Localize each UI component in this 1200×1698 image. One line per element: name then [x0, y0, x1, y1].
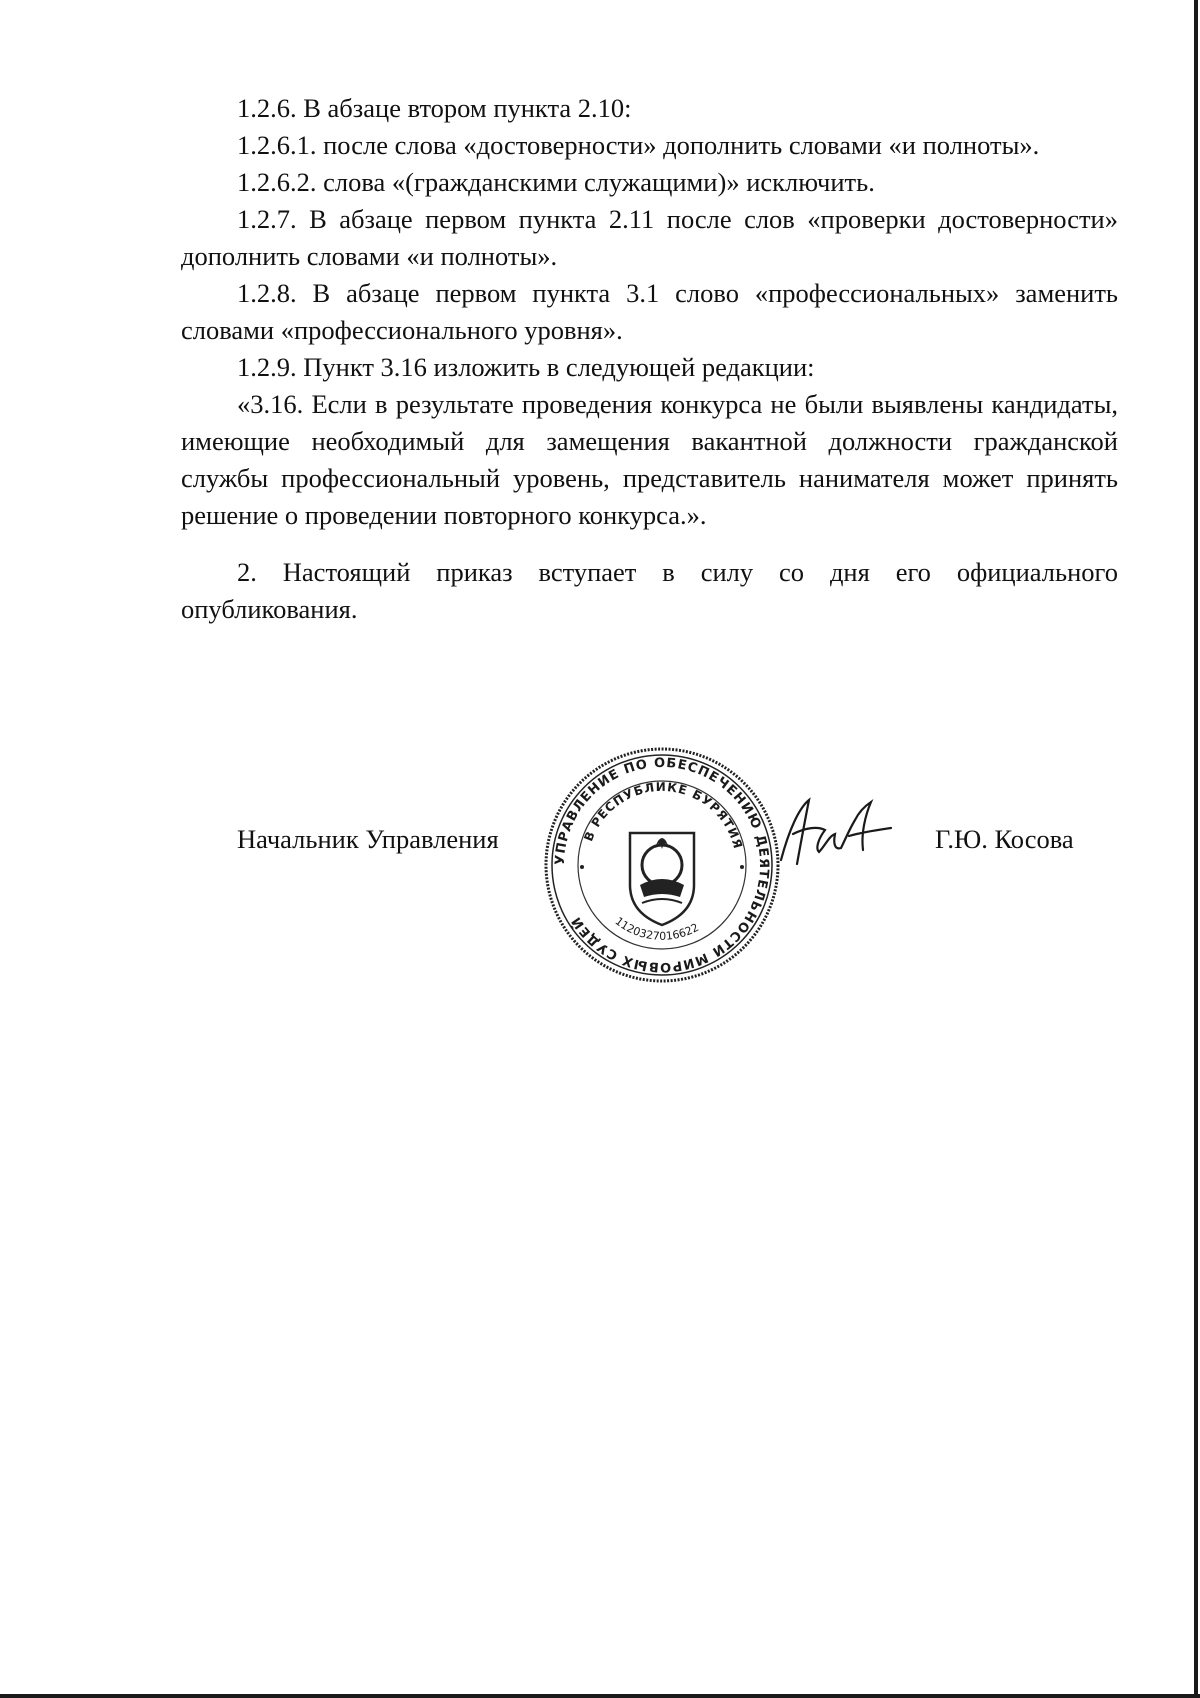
paragraph-1-2-9: 1.2.9. Пункт 3.16 изложить в следующей редакции: — [237, 352, 815, 382]
official-seal — [542, 745, 782, 985]
paragraph-1-2-6-2: 1.2.6.2. слова «(гражданскими служащими)» исключить. — [237, 167, 875, 197]
seal-outer-text: УПРАВЛЕНИЕ ПО ОБЕСПЕЧЕНИЮ ДЕЯТЕЛЬНОСТИ МИРОВЫХ СУДЕЙ — [552, 755, 772, 975]
signatory-name: Г.Ю. Косова — [935, 824, 1074, 854]
document-body — [181, 90, 1118, 628]
seal-number: 1120327016622 — [612, 914, 701, 943]
handwritten-signature — [775, 790, 895, 880]
paragraph-1-2-6: 1.2.6. В абзаце втором пункта 2.10: — [237, 93, 632, 123]
paragraph-1-2-8: 1.2.8. В абзаце первом пункта 3.1 слово «профессиональных» заменить словами «профессионального уровня». — [181, 278, 1118, 345]
seal-inner-text: В РЕСПУБЛИКЕ БУРЯТИЯ — [581, 779, 746, 851]
paragraph-3-16-quote: «3.16. Если в результате проведения конкурса не были выявлены кандидаты, имеющие необходимый для замещения вакантной должности гражданской службы профессиональный уровень, представитель нанимателя может принять решение о проведении повторного конкурса.». — [181, 389, 1118, 530]
paragraph-1-2-7: 1.2.7. В абзаце первом пункта 2.11 после слов «проверки достоверности» дополнить словами «и полноты». — [181, 204, 1118, 271]
paragraph-1-2-6-1: 1.2.6.1. после слова «достоверности» дополнить словами «и полноты». — [237, 130, 1040, 160]
svg-text:1120327016622 — [612, 915, 700, 943]
paragraph-2: 2. Настоящий приказ вступает в силу со дня его официального опубликования. — [181, 557, 1118, 624]
signatory-title: Начальник Управления — [237, 824, 499, 854]
coat-of-arms-icon — [630, 833, 694, 925]
scan-edge-right — [1194, 0, 1198, 1698]
scan-edge-bottom — [0, 1694, 1200, 1698]
